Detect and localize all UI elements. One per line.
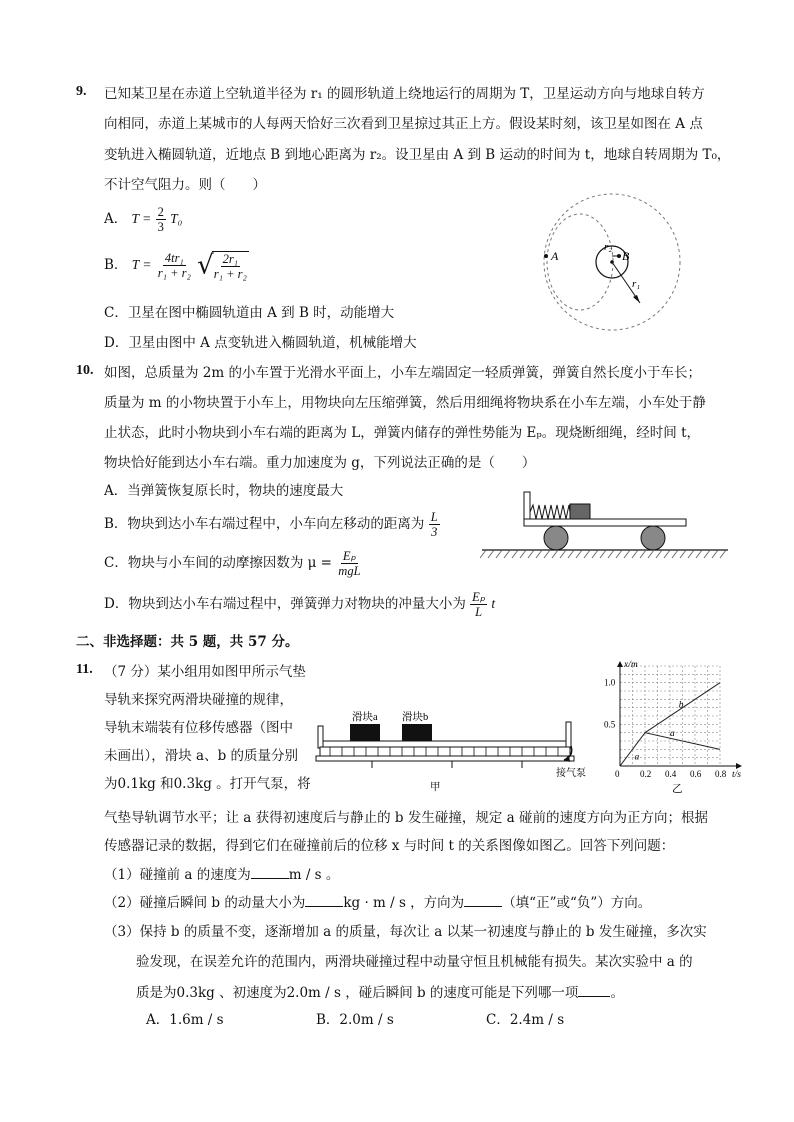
q9-option-a[interactable]	[104, 204, 182, 234]
q10-option-d-num: Eₚ	[472, 590, 486, 604]
q11-part3-line3	[136, 982, 624, 1003]
track-top	[320, 741, 570, 747]
q11-choice-b[interactable]: B．2.0m / s	[316, 1012, 394, 1028]
q10-option-b-text: B．物块到达小车右端过程中，小车向左移动的距离为	[104, 516, 425, 532]
x-axis-arrow-icon	[736, 763, 742, 769]
block	[570, 504, 590, 519]
q9-option-b-num: 4tr₁	[164, 251, 184, 265]
cart-body	[524, 519, 686, 526]
q9-orbit-figure	[540, 192, 720, 352]
q9-option-d[interactable]: D．卫星由图中 A 点变轨进入椭圆轨道，机械能增大	[104, 335, 417, 351]
track-base	[320, 747, 570, 756]
q10-option-a[interactable]: A．当弹簧恢复原长时，物块的速度最大	[104, 483, 344, 499]
q11-part2-hint: （填“正”或“负”）方向。	[502, 895, 652, 911]
pump-label: 接气泵	[556, 768, 586, 779]
q9-option-a-label: A．	[104, 211, 128, 227]
q10-option-d-text: D．物块到达小车右端过程中，弹簧弹力对物块的冲量大小为	[104, 596, 466, 612]
q9-option-a-fraction	[156, 205, 166, 234]
q9-number: 9.	[76, 84, 87, 99]
q11-part2-momentum-blank[interactable]	[305, 892, 343, 907]
q9-option-b-sqrt-den: r₁ + r₂	[213, 266, 247, 281]
q10-option-c-text: C．物块与小车间的动摩擦因数为 μ =	[104, 555, 332, 571]
q10-option-c-den: mgL	[338, 564, 361, 578]
q11-stem-line3: 导轨末端装有位移传感器（图中	[104, 720, 293, 736]
slider-a	[350, 724, 380, 741]
q9-option-b-sqrt-num: 2r₁	[222, 251, 239, 266]
sqrt-icon: √	[197, 250, 214, 281]
q11-part2-direction-blank[interactable]	[464, 892, 502, 907]
q11-part2-text: （2）碰撞后瞬间 b 的动量大小为	[104, 895, 306, 911]
q11-stem-line7: 传感器记录的数据，得到它们在碰撞前后的位移 x 与时间 t 的关系图像如图乙。回答下列问题：	[104, 838, 675, 854]
x-tick-label: 0.4	[665, 769, 677, 779]
x-tick-label: 0	[615, 769, 620, 779]
q9-option-b[interactable]	[104, 248, 249, 283]
y-axis-arrow-icon	[617, 661, 623, 667]
q9-option-a-den: 3	[157, 220, 164, 234]
x-tick-label: 0.8	[715, 769, 727, 779]
label-r2: r₂	[604, 241, 613, 253]
q10-option-d-tail: t	[491, 596, 496, 611]
ground-hatching	[480, 550, 726, 558]
spring	[530, 505, 570, 519]
q9-option-b-sqrt-fraction	[212, 251, 249, 281]
q11-part1-text: （1）碰撞前 a 的速度为	[104, 867, 251, 883]
q11-part1-unit: m / s 。	[288, 867, 340, 883]
q10-option-c[interactable]	[104, 546, 363, 580]
label-r1: r₁	[632, 278, 641, 290]
q11-xt-graph	[600, 656, 750, 796]
track-left-end	[318, 726, 323, 748]
slider-b	[402, 724, 432, 741]
y-tick-label: 0.5	[604, 719, 616, 730]
label-b: B	[622, 249, 630, 263]
q11-stem-line2: 导轨来探究两滑块碰撞的规律，	[104, 692, 293, 708]
q11-stem-line4: 未画出），滑块 a、b 的质量分别	[104, 748, 299, 764]
q9-option-c[interactable]: C．卫星在图中椭圆轨道由 A 到 B 时，动能增大	[104, 305, 395, 321]
q9-option-a-lhs: T =	[131, 211, 152, 226]
section-heading: 二、非选择题：共 5 题，共 57 分。	[76, 634, 299, 650]
slider-a-label: 滑块a	[352, 712, 378, 723]
q10-option-b-den: 3	[431, 525, 438, 539]
q11-part3-line1: （3）保持 b 的质量不变，逐渐增加 a 的质量，每次让 a 以某一初速度与静止的 b 发生碰撞，多次实	[104, 924, 707, 940]
track-stand	[316, 756, 574, 761]
q11-stem-line6: 气垫导轨调节水平；让 a 获得初速度后与静止的 b 发生碰撞，规定 a 碰前的速度方向为正方向；根据	[104, 810, 708, 826]
q11-stem-line5: 为0.1kg 和0.3kg 。打开气泵，将	[104, 776, 311, 792]
q11-part1-answer-blank[interactable]	[251, 864, 289, 879]
q9-stem-line3: 变轨进入椭圆轨道，近地点 B 到地心距离为 r₂。设卫星由 A 到 B 运动的时间为 t，地球自转周期为 T₀，	[104, 147, 731, 163]
label-a: A	[551, 249, 559, 263]
track-right-end	[566, 722, 571, 748]
q11-part2	[104, 892, 651, 913]
q9-stem-line1: 已知某卫星在赤道上空轨道半径为 r₁ 的圆形轨道上绕地运行的周期为 T，卫星运动方向与地球自转方	[104, 86, 705, 102]
y-tick-label: 1.0	[604, 677, 616, 688]
q11-choice-c[interactable]: C．2.4m / s	[486, 1012, 565, 1028]
q11-part2-unit: kg · m / s ，方向为	[343, 895, 465, 911]
q9-option-b-label: B．	[104, 257, 128, 273]
point-a-dot	[544, 254, 548, 258]
q10-option-c-fraction	[336, 549, 362, 578]
q11-choice-a[interactable]: A．1.6m / s	[146, 1012, 224, 1028]
q11-number: 11.	[76, 662, 93, 677]
series-b-label: b	[678, 700, 684, 711]
x-axis-label: t/s	[732, 770, 741, 780]
q9-option-b-den: r₁ + r₂	[157, 266, 191, 280]
q9-option-a-num: 2	[157, 205, 164, 219]
q9-stem-line4: 不计空气阻力。则（ ）	[104, 177, 266, 193]
q10-option-c-num: Eₚ	[342, 549, 356, 563]
wheel-left	[544, 526, 568, 550]
q10-cart-figure	[480, 488, 730, 564]
q9-option-a-rhs: T₀	[170, 211, 183, 226]
x-tick-label: 0.2	[640, 769, 652, 779]
q10-option-d-fraction	[470, 590, 487, 619]
q10-stem-line2: 质量为 m 的小物块置于小车上，用物块向左压缩弹簧，然后用细绳将物块系在小车左端，小车处于静	[104, 395, 706, 411]
wheel-right	[641, 526, 665, 550]
q10-option-b[interactable]	[104, 508, 440, 540]
q10-option-b-num: L	[430, 510, 438, 524]
figure-yi-caption: 乙	[672, 784, 683, 795]
x-tick-label: 0.6	[690, 769, 702, 779]
r1-arrowhead	[633, 295, 640, 303]
q10-stem-line3: 止状态，此时小物块到小车右端的距离为 L，弹簧内储存的弹性势能为 Eₚ。现烧断细绳，经时间 t，	[104, 425, 701, 441]
figure-jia-caption: 甲	[430, 782, 441, 793]
series-a-label-after: a	[670, 729, 675, 739]
q11-air-track-figure	[312, 708, 602, 798]
q9-option-b-fraction	[156, 251, 193, 280]
q9-stem-line2: 向相同，赤道上某城市的人每两天恰好三次看到卫星掠过其正上方。假设某时刻，该卫星如图在 A 点	[104, 116, 703, 132]
q11-part3-line2: 验发现，在误差允许的范围内，两滑块碰撞过程中动量守恒且机械能有损失。某次实验中 a 的	[136, 954, 693, 970]
q11-part1	[104, 864, 339, 885]
series-a-label: a	[634, 752, 640, 763]
q11-part3-end: 。	[610, 985, 624, 1001]
q11-stem-line1: （7 分）某小组用如图甲所示气垫	[104, 664, 306, 680]
tick-labels	[604, 678, 727, 779]
q10-option-b-fraction	[429, 510, 440, 539]
slider-b-label: 滑块b	[402, 712, 429, 723]
q10-number: 10.	[76, 363, 94, 378]
q11-part3-answer-blank[interactable]	[578, 982, 610, 997]
q9-option-b-lhs: T =	[131, 257, 152, 272]
q10-option-d[interactable]	[104, 587, 495, 621]
q10-option-d-den: L	[475, 605, 483, 619]
q11-part3-text: 质是为0.3kg 、初速度为2.0m / s ，碰后瞬间 b 的速度可能是下列哪一项	[136, 985, 579, 1001]
q10-stem-line4: 物块恰好能到达小车右端。重力加速度为 g，下列说法正确的是（ ）	[104, 455, 536, 471]
y-axis-label: x/m	[624, 660, 638, 670]
q10-stem-line1: 如图，总质量为 2m 的小车置于光滑水平面上，小车左端固定一轻质弹簧，弹簧自然长度小于车长；	[104, 365, 701, 381]
